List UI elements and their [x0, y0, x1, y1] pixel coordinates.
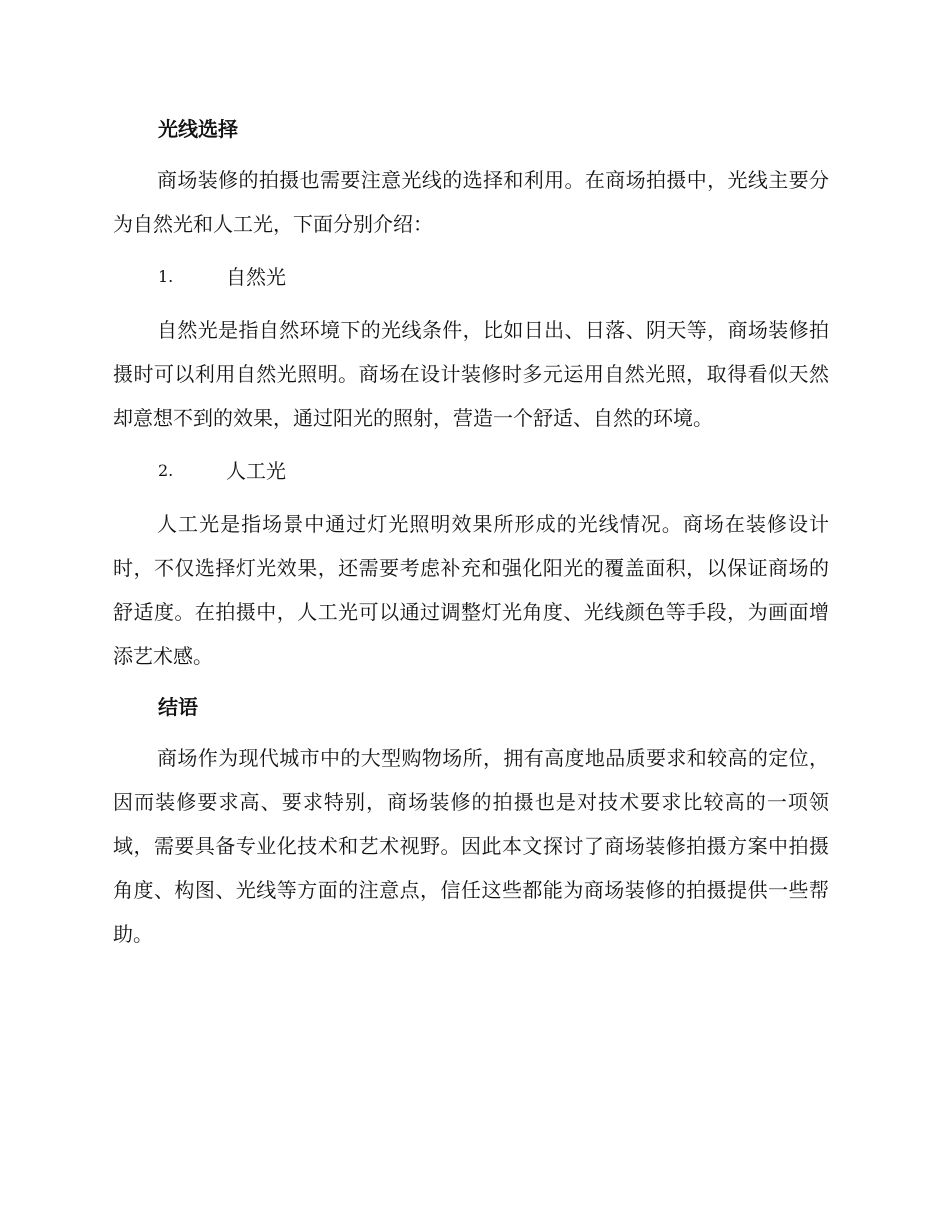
- spacer: [113, 246, 829, 260]
- spacer: [113, 294, 829, 308]
- list-number: 2.: [158, 461, 174, 480]
- lighting-intro-paragraph: 商场装修的拍摄也需要注意光线的选择和利用。在商场拍摄中，光线主要分为自然光和人工光，下面分别介绍：: [113, 168, 829, 236]
- spacer: [113, 146, 829, 158]
- list-number: 1.: [158, 267, 174, 286]
- natural-light-paragraph: 自然光是指自然环境下的光线条件，比如日出、日落、阴天等，商场装修拍摄时可以利用自然光照明。商场在设计装修时多元运用自然光照，取得看似天然却意想不到的效果，通过阳光的照射，营造一个舒适、自然的环境。: [113, 318, 829, 430]
- document-body: [113, 112, 829, 956]
- list-title: 自然光: [226, 265, 286, 289]
- spacer: [113, 678, 829, 690]
- section-heading-conclusion: 结语: [158, 695, 198, 719]
- artificial-light-paragraph: 人工光是指场景中通过灯光照明效果所形成的光线情况。商场在装修设计时，不仅选择灯光效果，还需要考虑补充和强化阳光的覆盖面积，以保证商场的舒适度。在拍摄中，人工光可以通过调整灯光角度、光线颜色等手段，为画面增添艺术感。: [113, 512, 829, 668]
- list-item-natural-light: [113, 260, 829, 294]
- list-item-artificial-light: [113, 454, 829, 488]
- conclusion-paragraph: 商场作为现代城市中的大型购物场所，拥有高度地品质要求和较高的定位，因而装修要求高、要求特别，商场装修的拍摄也是对技术要求比较高的一项领域，需要具备专业化技术和艺术视野。因此本文探讨了商场装修拍摄方案中拍摄角度、构图、光线等方面的注意点，信任这些都能为商场装修的拍摄提供一些帮助。: [113, 746, 829, 946]
- spacer: [113, 488, 829, 502]
- spacer: [113, 440, 829, 454]
- list-title: 人工光: [226, 459, 286, 483]
- section-heading-lighting: 光线选择: [158, 117, 238, 141]
- spacer: [113, 724, 829, 736]
